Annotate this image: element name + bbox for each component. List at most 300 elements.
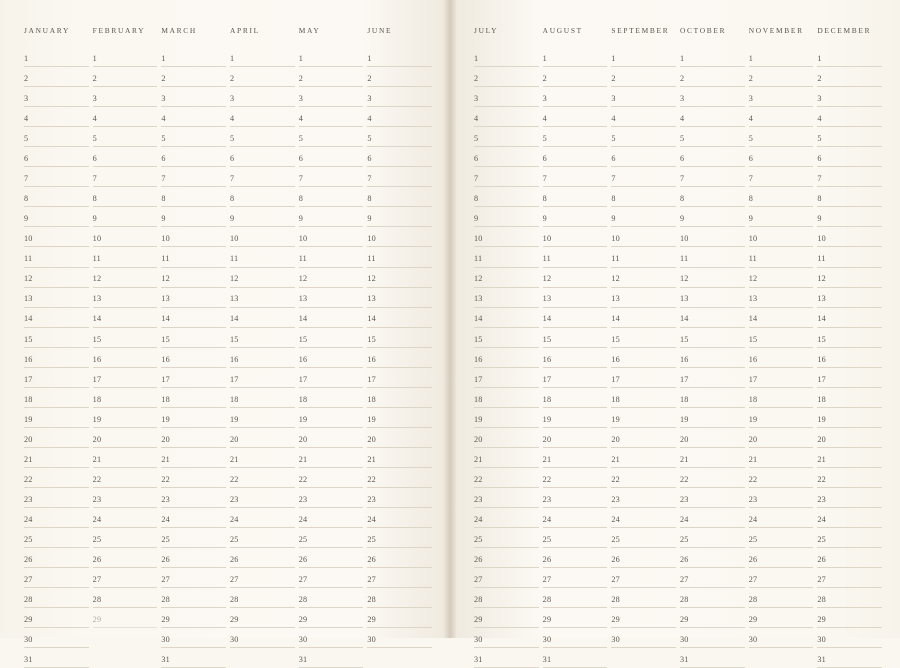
day-entry-row[interactable]: [680, 428, 745, 448]
day-entry-row[interactable]: [817, 308, 882, 328]
day-entry-row[interactable]: [161, 428, 226, 448]
day-entry-row[interactable]: [680, 388, 745, 408]
day-entry-row[interactable]: [680, 548, 745, 568]
day-entry-row[interactable]: [367, 308, 432, 328]
day-entry-row[interactable]: [474, 127, 539, 147]
day-entry-row[interactable]: [367, 107, 432, 127]
day-entry-row[interactable]: [161, 47, 226, 67]
day-entry-row[interactable]: [543, 548, 608, 568]
day-entry-row[interactable]: [543, 368, 608, 388]
day-entry-row[interactable]: [817, 348, 882, 368]
day-entry-row[interactable]: [367, 87, 432, 107]
day-entry-row[interactable]: [611, 488, 676, 508]
day-entry-row[interactable]: [161, 247, 226, 267]
day-entry-row[interactable]: [93, 408, 158, 428]
day-entry-row[interactable]: [24, 227, 89, 247]
day-entry-row[interactable]: [680, 608, 745, 628]
day-entry-row[interactable]: [611, 268, 676, 288]
day-entry-row[interactable]: [474, 368, 539, 388]
day-entry-row[interactable]: [817, 568, 882, 588]
day-entry-row[interactable]: [474, 608, 539, 628]
day-entry-row[interactable]: [230, 308, 295, 328]
day-entry-row[interactable]: [817, 388, 882, 408]
day-entry-row[interactable]: [93, 388, 158, 408]
day-entry-row[interactable]: [161, 348, 226, 368]
day-entry-row[interactable]: [93, 147, 158, 167]
day-entry-row[interactable]: [680, 67, 745, 87]
day-entry-row[interactable]: [93, 528, 158, 548]
day-entry-row[interactable]: [817, 508, 882, 528]
day-entry-row[interactable]: [543, 288, 608, 308]
day-entry-row[interactable]: [161, 67, 226, 87]
day-entry-row[interactable]: [93, 308, 158, 328]
day-entry-row[interactable]: [93, 428, 158, 448]
day-entry-row[interactable]: [611, 528, 676, 548]
day-entry-row[interactable]: [161, 648, 226, 668]
day-entry-row[interactable]: [817, 147, 882, 167]
day-entry-row[interactable]: [93, 187, 158, 207]
day-entry-row[interactable]: [817, 207, 882, 227]
day-entry-row[interactable]: [543, 308, 608, 328]
day-entry-row[interactable]: [93, 328, 158, 348]
day-entry-row[interactable]: [817, 187, 882, 207]
day-entry-row[interactable]: [611, 207, 676, 227]
day-entry-row[interactable]: [161, 328, 226, 348]
day-entry-row[interactable]: [230, 47, 295, 67]
day-entry-row[interactable]: [367, 588, 432, 608]
day-entry-row[interactable]: [680, 187, 745, 207]
day-entry-row[interactable]: [749, 308, 814, 328]
day-entry-row[interactable]: [93, 87, 158, 107]
day-entry-row[interactable]: [543, 388, 608, 408]
day-entry-row[interactable]: [24, 448, 89, 468]
day-entry-row[interactable]: [230, 508, 295, 528]
day-entry-row[interactable]: [749, 348, 814, 368]
day-entry-row[interactable]: [367, 488, 432, 508]
day-entry-row[interactable]: [367, 67, 432, 87]
day-entry-row[interactable]: [680, 408, 745, 428]
day-entry-row[interactable]: [817, 628, 882, 648]
day-entry-row[interactable]: [299, 408, 364, 428]
day-entry-row[interactable]: [230, 87, 295, 107]
day-entry-row[interactable]: [474, 488, 539, 508]
day-entry-row[interactable]: [817, 67, 882, 87]
day-entry-row[interactable]: [230, 328, 295, 348]
day-entry-row[interactable]: [230, 207, 295, 227]
day-entry-row[interactable]: [474, 47, 539, 67]
day-entry-row[interactable]: [161, 127, 226, 147]
day-entry-row[interactable]: [367, 348, 432, 368]
day-entry-row[interactable]: [93, 568, 158, 588]
day-entry-row[interactable]: [680, 127, 745, 147]
day-entry-row[interactable]: [24, 348, 89, 368]
day-entry-row[interactable]: [230, 408, 295, 428]
day-entry-row[interactable]: [543, 448, 608, 468]
day-entry-row[interactable]: [230, 448, 295, 468]
day-entry-row[interactable]: [817, 368, 882, 388]
day-entry-row[interactable]: [299, 628, 364, 648]
day-entry-row[interactable]: [680, 328, 745, 348]
day-entry-row[interactable]: [611, 328, 676, 348]
day-entry-row[interactable]: [367, 227, 432, 247]
day-entry-row[interactable]: [543, 167, 608, 187]
day-entry-row[interactable]: [611, 87, 676, 107]
day-entry-row[interactable]: [299, 588, 364, 608]
day-entry-row[interactable]: [749, 488, 814, 508]
day-entry-row[interactable]: [161, 187, 226, 207]
day-entry-row[interactable]: [817, 268, 882, 288]
day-entry-row[interactable]: [230, 608, 295, 628]
day-entry-row[interactable]: [24, 408, 89, 428]
day-entry-row[interactable]: [543, 107, 608, 127]
day-entry-row[interactable]: [230, 67, 295, 87]
day-entry-row[interactable]: [749, 268, 814, 288]
day-entry-row[interactable]: [367, 528, 432, 548]
day-entry-row[interactable]: [474, 628, 539, 648]
day-entry-row[interactable]: [24, 568, 89, 588]
day-entry-row[interactable]: [161, 548, 226, 568]
day-entry-row[interactable]: [93, 348, 158, 368]
day-entry-row[interactable]: [299, 548, 364, 568]
day-entry-row[interactable]: [230, 388, 295, 408]
day-entry-row[interactable]: [24, 628, 89, 648]
day-entry-row[interactable]: [367, 388, 432, 408]
day-entry-row[interactable]: [24, 247, 89, 267]
day-entry-row[interactable]: [611, 628, 676, 648]
day-entry-row[interactable]: [299, 488, 364, 508]
day-entry-row[interactable]: [680, 528, 745, 548]
day-entry-row[interactable]: [611, 288, 676, 308]
day-entry-row[interactable]: [230, 227, 295, 247]
day-entry-row[interactable]: [817, 528, 882, 548]
day-entry-row[interactable]: [230, 127, 295, 147]
day-entry-row[interactable]: [230, 368, 295, 388]
day-entry-row[interactable]: [474, 408, 539, 428]
day-entry-row[interactable]: [93, 268, 158, 288]
day-entry-row[interactable]: [24, 268, 89, 288]
day-entry-row[interactable]: [749, 588, 814, 608]
day-entry-row[interactable]: [93, 468, 158, 488]
day-entry-row[interactable]: [24, 428, 89, 448]
day-entry-row[interactable]: [749, 247, 814, 267]
day-entry-row[interactable]: [543, 468, 608, 488]
day-entry-row[interactable]: [749, 368, 814, 388]
day-entry-row[interactable]: [299, 528, 364, 548]
day-entry-row[interactable]: [474, 187, 539, 207]
day-entry-row[interactable]: [680, 268, 745, 288]
day-entry-row[interactable]: [817, 448, 882, 468]
day-entry-row[interactable]: [543, 588, 608, 608]
day-entry-row[interactable]: [749, 388, 814, 408]
day-entry-row[interactable]: [474, 147, 539, 167]
day-entry-row[interactable]: [817, 468, 882, 488]
day-entry-row[interactable]: [161, 87, 226, 107]
day-entry-row[interactable]: [749, 548, 814, 568]
day-entry-row[interactable]: [24, 528, 89, 548]
day-entry-row[interactable]: [543, 628, 608, 648]
day-entry-row[interactable]: [24, 127, 89, 147]
day-entry-row[interactable]: [230, 187, 295, 207]
day-entry-row[interactable]: [543, 247, 608, 267]
day-entry-row[interactable]: [817, 608, 882, 628]
day-entry-row[interactable]: [161, 207, 226, 227]
day-entry-row[interactable]: [161, 628, 226, 648]
day-entry-row[interactable]: [749, 428, 814, 448]
day-entry-row[interactable]: [367, 127, 432, 147]
day-entry-row[interactable]: [24, 167, 89, 187]
day-entry-row[interactable]: [474, 528, 539, 548]
day-entry-row[interactable]: [611, 167, 676, 187]
day-entry-row[interactable]: [749, 448, 814, 468]
day-entry-row[interactable]: [474, 448, 539, 468]
day-entry-row[interactable]: [161, 468, 226, 488]
day-entry-row[interactable]: [93, 608, 158, 628]
day-entry-row[interactable]: [367, 568, 432, 588]
day-entry-row[interactable]: [749, 187, 814, 207]
day-entry-row[interactable]: [543, 268, 608, 288]
day-entry-row[interactable]: [230, 468, 295, 488]
day-entry-row[interactable]: [474, 648, 539, 668]
day-entry-row[interactable]: [474, 227, 539, 247]
day-entry-row[interactable]: [543, 428, 608, 448]
day-entry-row[interactable]: [749, 508, 814, 528]
day-entry-row[interactable]: [367, 167, 432, 187]
day-entry-row[interactable]: [93, 247, 158, 267]
day-entry-row[interactable]: [161, 368, 226, 388]
day-entry-row[interactable]: [230, 107, 295, 127]
day-entry-row[interactable]: [543, 348, 608, 368]
day-entry-row[interactable]: [93, 288, 158, 308]
day-entry-row[interactable]: [93, 508, 158, 528]
day-entry-row[interactable]: [93, 47, 158, 67]
day-entry-row[interactable]: [749, 47, 814, 67]
day-entry-row[interactable]: [299, 187, 364, 207]
day-entry-row[interactable]: [299, 268, 364, 288]
day-entry-row[interactable]: [680, 87, 745, 107]
day-entry-row[interactable]: [680, 628, 745, 648]
day-entry-row[interactable]: [749, 408, 814, 428]
day-entry-row[interactable]: [680, 348, 745, 368]
day-entry-row[interactable]: [680, 648, 745, 668]
day-entry-row[interactable]: [367, 608, 432, 628]
day-entry-row[interactable]: [299, 87, 364, 107]
day-entry-row[interactable]: [474, 328, 539, 348]
day-entry-row[interactable]: [474, 247, 539, 267]
day-entry-row[interactable]: [680, 508, 745, 528]
day-entry-row[interactable]: [299, 328, 364, 348]
day-entry-row[interactable]: [161, 408, 226, 428]
day-entry-row[interactable]: [611, 127, 676, 147]
day-entry-row[interactable]: [24, 87, 89, 107]
day-entry-row[interactable]: [230, 588, 295, 608]
day-entry-row[interactable]: [817, 428, 882, 448]
day-entry-row[interactable]: [299, 107, 364, 127]
day-entry-row[interactable]: [543, 528, 608, 548]
day-entry-row[interactable]: [611, 67, 676, 87]
day-entry-row[interactable]: [611, 348, 676, 368]
day-entry-row[interactable]: [24, 67, 89, 87]
day-entry-row[interactable]: [93, 127, 158, 147]
day-entry-row[interactable]: [611, 247, 676, 267]
day-entry-row[interactable]: [543, 47, 608, 67]
day-entry-row[interactable]: [749, 608, 814, 628]
day-entry-row[interactable]: [543, 568, 608, 588]
day-entry-row[interactable]: [230, 288, 295, 308]
day-entry-row[interactable]: [817, 408, 882, 428]
day-entry-row[interactable]: [24, 187, 89, 207]
day-entry-row[interactable]: [680, 107, 745, 127]
day-entry-row[interactable]: [24, 47, 89, 67]
day-entry-row[interactable]: [161, 608, 226, 628]
day-entry-row[interactable]: [230, 568, 295, 588]
day-entry-row[interactable]: [611, 588, 676, 608]
day-entry-row[interactable]: [93, 588, 158, 608]
day-entry-row[interactable]: [749, 87, 814, 107]
day-entry-row[interactable]: [230, 247, 295, 267]
day-entry-row[interactable]: [299, 147, 364, 167]
day-entry-row[interactable]: [680, 368, 745, 388]
day-entry-row[interactable]: [299, 47, 364, 67]
day-entry-row[interactable]: [474, 568, 539, 588]
day-entry-row[interactable]: [543, 608, 608, 628]
day-entry-row[interactable]: [474, 308, 539, 328]
day-entry-row[interactable]: [543, 207, 608, 227]
day-entry-row[interactable]: [749, 568, 814, 588]
day-entry-row[interactable]: [680, 227, 745, 247]
day-entry-row[interactable]: [299, 207, 364, 227]
day-entry-row[interactable]: [680, 308, 745, 328]
day-entry-row[interactable]: [749, 107, 814, 127]
day-entry-row[interactable]: [817, 648, 882, 668]
day-entry-row[interactable]: [611, 368, 676, 388]
day-entry-row[interactable]: [161, 508, 226, 528]
day-entry-row[interactable]: [230, 167, 295, 187]
day-entry-row[interactable]: [749, 468, 814, 488]
day-entry-row[interactable]: [611, 468, 676, 488]
day-entry-row[interactable]: [24, 368, 89, 388]
day-entry-row[interactable]: [817, 87, 882, 107]
day-entry-row[interactable]: [611, 388, 676, 408]
day-entry-row[interactable]: [680, 468, 745, 488]
day-entry-row[interactable]: [299, 568, 364, 588]
day-entry-row[interactable]: [749, 288, 814, 308]
day-entry-row[interactable]: [161, 107, 226, 127]
day-entry-row[interactable]: [161, 388, 226, 408]
day-entry-row[interactable]: [749, 328, 814, 348]
day-entry-row[interactable]: [161, 268, 226, 288]
day-entry-row[interactable]: [230, 528, 295, 548]
day-entry-row[interactable]: [474, 288, 539, 308]
day-entry-row[interactable]: [367, 628, 432, 648]
day-entry-row[interactable]: [611, 608, 676, 628]
day-entry-row[interactable]: [93, 488, 158, 508]
day-entry-row[interactable]: [474, 67, 539, 87]
day-entry-row[interactable]: [749, 147, 814, 167]
day-entry-row[interactable]: [299, 67, 364, 87]
day-entry-row[interactable]: [24, 548, 89, 568]
day-entry-row[interactable]: [161, 448, 226, 468]
day-entry-row[interactable]: [299, 648, 364, 668]
day-entry-row[interactable]: [680, 147, 745, 167]
day-entry-row[interactable]: [367, 207, 432, 227]
day-entry-row[interactable]: [230, 268, 295, 288]
day-entry-row[interactable]: [367, 187, 432, 207]
day-entry-row[interactable]: [93, 167, 158, 187]
day-entry-row[interactable]: [93, 227, 158, 247]
day-entry-row[interactable]: [749, 127, 814, 147]
day-entry-row[interactable]: [817, 328, 882, 348]
day-entry-row[interactable]: [161, 488, 226, 508]
day-entry-row[interactable]: [680, 488, 745, 508]
day-entry-row[interactable]: [680, 588, 745, 608]
day-entry-row[interactable]: [93, 107, 158, 127]
day-entry-row[interactable]: [230, 147, 295, 167]
day-entry-row[interactable]: [680, 247, 745, 267]
day-entry-row[interactable]: [474, 388, 539, 408]
day-entry-row[interactable]: [367, 468, 432, 488]
day-entry-row[interactable]: [161, 288, 226, 308]
day-entry-row[interactable]: [161, 588, 226, 608]
day-entry-row[interactable]: [680, 167, 745, 187]
day-entry-row[interactable]: [749, 528, 814, 548]
day-entry-row[interactable]: [817, 107, 882, 127]
day-entry-row[interactable]: [230, 488, 295, 508]
day-entry-row[interactable]: [817, 47, 882, 67]
day-entry-row[interactable]: [543, 328, 608, 348]
day-entry-row[interactable]: [543, 648, 608, 668]
day-entry-row[interactable]: [749, 628, 814, 648]
day-entry-row[interactable]: [24, 588, 89, 608]
day-entry-row[interactable]: [817, 288, 882, 308]
day-entry-row[interactable]: [817, 588, 882, 608]
day-entry-row[interactable]: [367, 448, 432, 468]
day-entry-row[interactable]: [299, 308, 364, 328]
day-entry-row[interactable]: [93, 448, 158, 468]
day-entry-row[interactable]: [161, 308, 226, 328]
day-entry-row[interactable]: [299, 508, 364, 528]
day-entry-row[interactable]: [24, 207, 89, 227]
day-entry-row[interactable]: [749, 227, 814, 247]
day-entry-row[interactable]: [817, 127, 882, 147]
day-entry-row[interactable]: [474, 548, 539, 568]
day-entry-row[interactable]: [299, 388, 364, 408]
day-entry-row[interactable]: [817, 167, 882, 187]
day-entry-row[interactable]: [299, 247, 364, 267]
day-entry-row[interactable]: [299, 127, 364, 147]
day-entry-row[interactable]: [299, 227, 364, 247]
day-entry-row[interactable]: [817, 548, 882, 568]
day-entry-row[interactable]: [680, 448, 745, 468]
day-entry-row[interactable]: [93, 368, 158, 388]
day-entry-row[interactable]: [367, 548, 432, 568]
day-entry-row[interactable]: [230, 428, 295, 448]
day-entry-row[interactable]: [543, 227, 608, 247]
day-entry-row[interactable]: [474, 468, 539, 488]
day-entry-row[interactable]: [543, 508, 608, 528]
day-entry-row[interactable]: [474, 107, 539, 127]
day-entry-row[interactable]: [24, 288, 89, 308]
day-entry-row[interactable]: [543, 67, 608, 87]
day-entry-row[interactable]: [161, 147, 226, 167]
day-entry-row[interactable]: [299, 288, 364, 308]
day-entry-row[interactable]: [161, 568, 226, 588]
day-entry-row[interactable]: [161, 167, 226, 187]
day-entry-row[interactable]: [93, 548, 158, 568]
day-entry-row[interactable]: [24, 468, 89, 488]
day-entry-row[interactable]: [474, 87, 539, 107]
day-entry-row[interactable]: [24, 147, 89, 167]
day-entry-row[interactable]: [543, 147, 608, 167]
